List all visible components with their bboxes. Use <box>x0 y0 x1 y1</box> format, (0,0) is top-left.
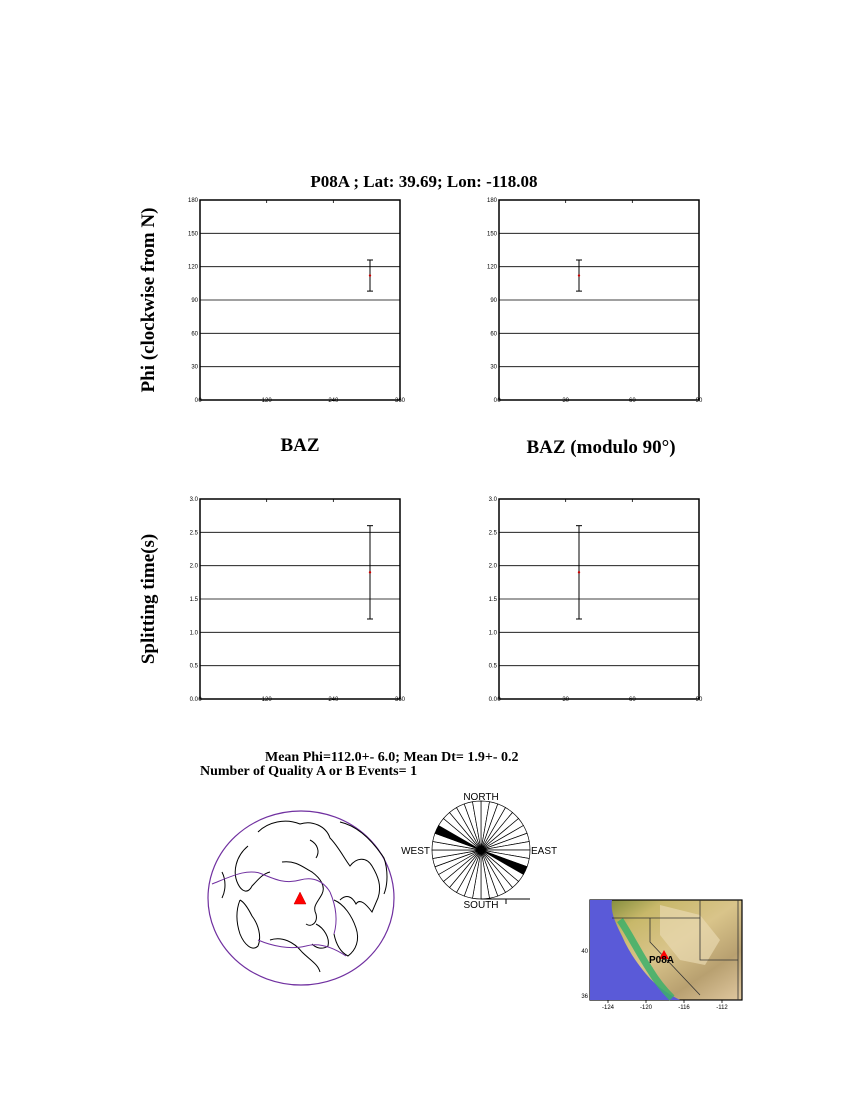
map-y-tick-label: 40 <box>581 949 588 955</box>
y-tick-label: 180 <box>187 198 198 204</box>
map-x-tick-label: -112 <box>716 1005 728 1011</box>
count-line: Number of Quality A or B Events= 1 <box>200 764 418 779</box>
x-tick-label: 60 <box>628 398 636 404</box>
rose-diagram <box>401 792 557 911</box>
y-tick-label: 2.0 <box>189 563 198 570</box>
y-tick-label: 2.5 <box>488 530 497 537</box>
y-tick-label: 0.0 <box>488 697 497 703</box>
rose-label-south: SOUTH <box>463 900 499 911</box>
x-tick-label: 60 <box>628 697 636 703</box>
y-tick-label: 0.0 <box>189 697 198 703</box>
dt-ylabel: Splitting time(s) <box>138 533 159 665</box>
y-tick-label: 150 <box>486 231 497 238</box>
phi-ylabel: Phi (clockwise from N) <box>138 207 159 393</box>
x-tick-label: 240 <box>328 697 339 703</box>
y-tick-label: 30 <box>191 364 198 371</box>
data-point <box>369 571 371 573</box>
x-tick-label: 120 <box>261 398 272 404</box>
y-tick-label: 180 <box>486 198 497 204</box>
y-tick-label: 120 <box>187 264 198 271</box>
y-tick-label: 1.0 <box>488 630 497 637</box>
x-tick-label: 90 <box>695 697 703 703</box>
data-point <box>578 571 580 573</box>
map-x-tick-label: -120 <box>639 1005 653 1011</box>
y-tick-label: 0 <box>493 398 497 404</box>
y-tick-label: 1.0 <box>189 630 198 637</box>
chart-phi-vs-baz-mod90 <box>487 198 703 404</box>
page-title: P08A ; Lat: 39.69; Lon: -118.08 <box>310 172 538 191</box>
rose-label-east: EAST <box>531 846 558 857</box>
baz-label: BAZ <box>280 435 320 456</box>
y-tick-label: 2.5 <box>189 530 198 537</box>
rose-label-west: WEST <box>401 846 430 857</box>
station-map-label: P08A <box>649 955 675 966</box>
y-tick-label: 1.5 <box>488 597 497 603</box>
baz-mod90-label: BAZ (modulo 90°) <box>526 437 676 458</box>
map-x-tick-label: -116 <box>678 1005 690 1011</box>
map-x-tick-label: -124 <box>601 1005 615 1011</box>
chart-dt-vs-baz <box>190 497 406 703</box>
x-tick-label: 0 <box>198 697 202 703</box>
y-tick-label: 3.0 <box>488 497 497 503</box>
x-tick-label: 0 <box>497 398 501 404</box>
x-tick-label: 240 <box>328 398 339 404</box>
y-tick-label: 90 <box>191 298 198 304</box>
map-y-tick-label: 36 <box>581 994 588 1000</box>
x-tick-label: 0 <box>497 697 501 703</box>
y-tick-label: 0.5 <box>189 663 198 670</box>
y-tick-label: 3.0 <box>189 497 198 503</box>
y-tick-label: 30 <box>490 364 497 371</box>
globe-map <box>208 811 394 985</box>
chart-dt-vs-baz-mod90 <box>489 497 703 703</box>
mean-line: Mean Phi=112.0+- 6.0; Mean Dt= 1.9+- 0.2 <box>265 750 519 765</box>
x-tick-label: 30 <box>562 697 570 703</box>
y-tick-label: 60 <box>191 331 198 338</box>
y-tick-label: 120 <box>486 264 497 271</box>
x-tick-label: 360 <box>394 697 406 703</box>
x-tick-label: 0 <box>198 398 202 404</box>
data-point <box>369 274 371 276</box>
data-point <box>578 274 580 276</box>
y-tick-label: 2.0 <box>488 563 497 570</box>
y-tick-label: 150 <box>187 231 198 238</box>
y-tick-label: 0.5 <box>488 663 497 670</box>
x-tick-label: 120 <box>261 697 272 703</box>
x-tick-label: 30 <box>562 398 570 404</box>
y-tick-label: 1.5 <box>189 597 198 603</box>
rose-label-north: NORTH <box>463 792 499 803</box>
x-tick-label: 360 <box>394 398 406 404</box>
y-tick-label: 0 <box>194 398 198 404</box>
y-tick-label: 90 <box>490 298 497 304</box>
chart-phi-vs-baz <box>188 198 406 404</box>
station-map <box>581 900 742 1011</box>
x-tick-label: 90 <box>695 398 703 404</box>
y-tick-label: 60 <box>490 331 497 338</box>
